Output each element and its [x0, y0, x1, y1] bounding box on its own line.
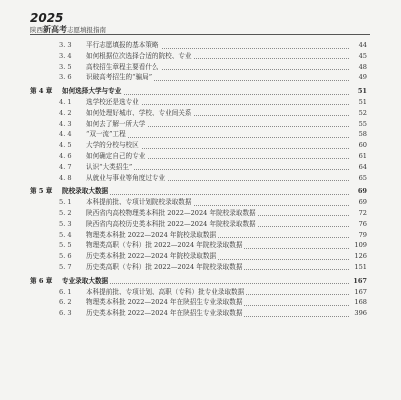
table-of-contents — [30, 40, 367, 319]
toc-section-row — [30, 197, 367, 208]
section-title: 历史类本科批 2022—2024 年院校录取数据 — [86, 252, 217, 261]
section-number: 3. 5 — [59, 62, 72, 71]
section-title: 历史类本科批 2022—2024 年在陕招生专业录取数据 — [86, 309, 243, 318]
toc-section-row — [30, 287, 367, 298]
page-number: 109 — [354, 241, 367, 250]
page-number: 65 — [358, 173, 367, 182]
toc-chapter-row — [30, 186, 367, 197]
toc-section-row — [30, 140, 367, 151]
page-number: 51 — [357, 87, 367, 96]
section-title: 物理类本科批 2022—2024 年在陕招生专业录取数据 — [86, 298, 243, 307]
chapter-number: 第 5 章 — [30, 187, 53, 196]
section-number: 6. 2 — [59, 298, 72, 307]
page-number: 396 — [354, 309, 367, 318]
section-title: 从就业与事业等角度过专业 — [86, 173, 166, 182]
section-number: 4. 2 — [59, 108, 72, 117]
running-header — [30, 12, 370, 35]
section-title: 陕西省内高校历史类本科批 2022—2024 年院校录取数据 — [86, 219, 256, 228]
section-number: 3. 6 — [59, 73, 72, 82]
section-number: 5. 3 — [59, 219, 72, 228]
section-title: 如何确定自己的专业 — [86, 151, 146, 160]
section-number: 6. 1 — [59, 287, 72, 296]
section-number: 5. 1 — [59, 198, 72, 207]
section-number: 5. 5 — [59, 241, 72, 250]
page-number: 52 — [358, 108, 367, 117]
section-title: 物理类本科批 2022—2024 年院校录取数据 — [86, 230, 217, 239]
page-number: 167 — [353, 276, 367, 285]
section-number: 4. 3 — [59, 119, 72, 128]
section-title: 识破高考招生的“骗局” — [86, 73, 153, 82]
page-number: 61 — [358, 151, 367, 160]
page-number: 51 — [358, 97, 367, 106]
chapter-title: 院校录取大数据 — [62, 187, 109, 196]
section-number: 4. 1 — [59, 97, 72, 106]
page-number: 167 — [354, 287, 367, 296]
toc-section-row — [30, 308, 367, 319]
section-title: 历史类高职（专科）批 2022—2024 年院校录取数据 — [86, 262, 243, 271]
section-title: 陕西省内高校物理类本科批 2022—2024 年院校录取数据 — [86, 208, 256, 217]
page-number: 151 — [354, 262, 367, 271]
page-number: 126 — [354, 252, 367, 261]
toc-chapter-row — [30, 276, 367, 287]
toc-section-row — [30, 251, 367, 262]
section-number: 4. 5 — [59, 141, 72, 150]
section-number: 4. 7 — [59, 162, 72, 171]
page-number: 58 — [358, 130, 367, 139]
chapter-title: 如何选择大学与专业 — [62, 87, 122, 96]
toc-section-row — [30, 62, 367, 73]
toc-section-row — [30, 208, 367, 219]
section-number: 5. 7 — [59, 262, 72, 271]
toc-section-row — [30, 129, 367, 140]
section-title: 本科提前批、专项计划、高职（专科）批专业录取数据 — [86, 287, 245, 296]
section-title: 大学的分校与校区 — [86, 141, 139, 150]
chapter-title: 专业录取大数据 — [62, 276, 109, 285]
section-number: 4. 4 — [59, 130, 72, 139]
section-title: 本科提前批、专项计划院校录取数据 — [86, 198, 192, 207]
section-title: 如何处理好城市、学校、专业间关系 — [86, 108, 192, 117]
page-number: 72 — [358, 208, 367, 217]
section-number: 5. 2 — [59, 208, 72, 217]
chapter-number: 第 4 章 — [30, 87, 53, 96]
toc-chapter-row — [30, 86, 367, 97]
page-number: 45 — [358, 51, 367, 60]
section-number: 5. 4 — [59, 230, 72, 239]
toc-section-row — [30, 151, 367, 162]
section-title: 如何根据位次选择合适的院校、专业 — [86, 51, 192, 60]
page-number: 69 — [357, 187, 367, 196]
section-title: “双一流”工程 — [86, 130, 126, 139]
section-title: 平行志愿填报的基本策略 — [86, 41, 159, 49]
page-number: 55 — [358, 119, 367, 128]
section-number: 3. 3 — [59, 41, 72, 49]
toc-section-row — [30, 40, 367, 51]
toc-section-row — [30, 119, 367, 130]
header-emphasis: 新高考 — [43, 24, 67, 34]
toc-section-row — [30, 230, 367, 241]
section-title: 物理类高职（专科）批 2022—2024 年院校录取数据 — [86, 241, 243, 250]
header-prefix: 陕西 — [30, 26, 43, 34]
section-number: 5. 6 — [59, 252, 72, 261]
toc-section-row — [30, 240, 367, 251]
section-number: 3. 4 — [59, 51, 72, 60]
section-number: 4. 6 — [59, 151, 72, 160]
header-rule — [30, 34, 370, 35]
toc-section-row — [30, 72, 367, 83]
header-suffix: 志愿填报指南 — [67, 26, 106, 34]
toc-section-row — [30, 51, 367, 62]
section-title: 选学校还是选专业 — [86, 97, 139, 106]
page-number: 168 — [354, 298, 367, 307]
toc-section-row — [30, 162, 367, 173]
section-number: 4. 8 — [59, 173, 72, 182]
header-year: 2025 — [30, 11, 64, 25]
section-title: 如何去了解一所大学 — [86, 119, 146, 128]
toc-section-row — [30, 173, 367, 184]
page-number: 49 — [358, 73, 367, 82]
page-number: 76 — [358, 219, 367, 228]
toc-section-row — [30, 97, 367, 108]
page-number: 44 — [358, 41, 367, 49]
page-number: 69 — [358, 198, 367, 207]
toc-section-row — [30, 297, 367, 308]
page-number: 60 — [358, 141, 367, 150]
section-title: 高校招生章程主要看什么 — [86, 62, 159, 71]
page-number: 64 — [358, 162, 367, 171]
section-number: 6. 3 — [59, 309, 72, 318]
section-title: 认识“大类招生” — [86, 162, 133, 171]
toc-section-row — [30, 262, 367, 273]
chapter-number: 第 6 章 — [30, 276, 53, 285]
page-number: 79 — [358, 230, 367, 239]
page-number: 48 — [358, 62, 367, 71]
toc-section-row — [30, 219, 367, 230]
toc-section-row — [30, 108, 367, 119]
